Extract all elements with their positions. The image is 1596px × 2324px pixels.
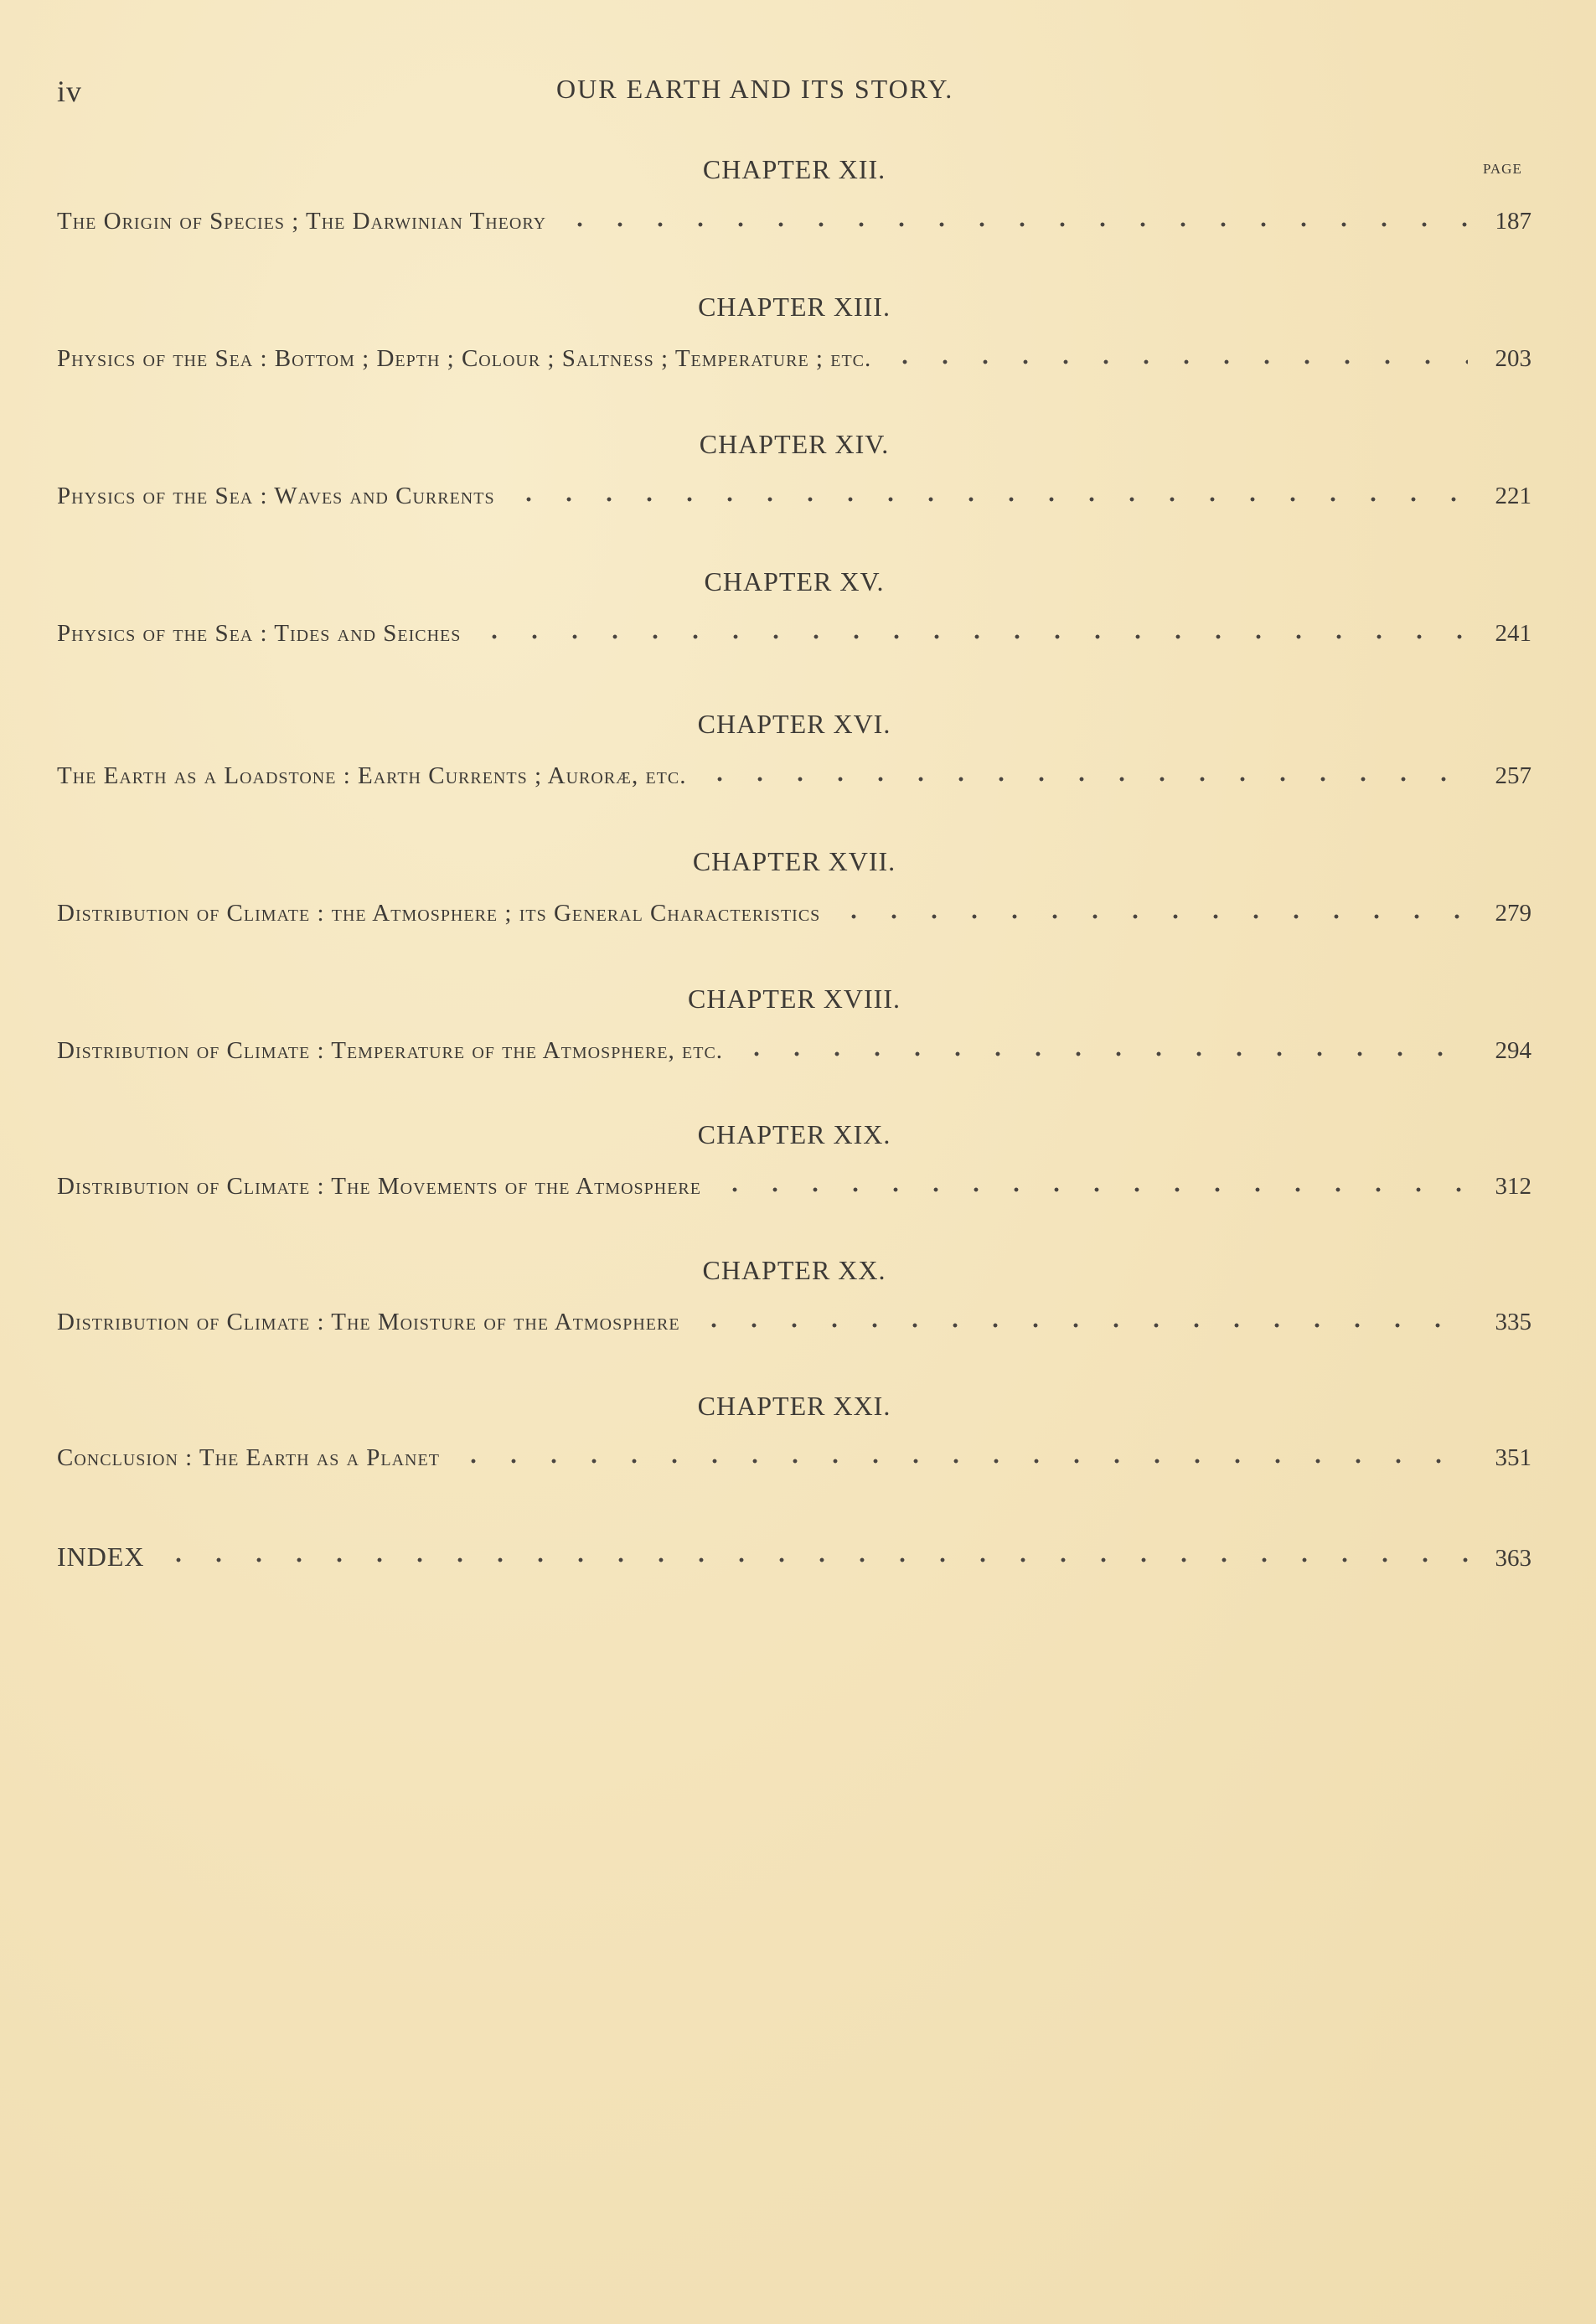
dot-leader	[736, 1046, 1468, 1062]
page-number: 279	[1495, 900, 1531, 927]
page-number: 203	[1495, 345, 1531, 372]
toc-entry	[57, 620, 1531, 653]
folio-number: iv	[57, 75, 83, 108]
page-number: 257	[1495, 762, 1531, 789]
dot-leader	[834, 908, 1468, 925]
toc-entry	[57, 483, 1531, 516]
chapter-title: The Earth as a Loadstone : Earth Currents ; Auroræ, etc.	[57, 762, 687, 789]
chapter-title: Distribution of Climate : the Atmosphere ; its General Characteristics	[57, 900, 821, 927]
chapter-title: Distribution of Climate : The Movements of the Atmosphere	[57, 1173, 701, 1200]
chapter-title: The Origin of Species ; The Darwinian Theory	[57, 208, 547, 235]
chapter-title: Conclusion : The Earth as a Planet	[57, 1444, 440, 1471]
dot-leader	[715, 1181, 1468, 1198]
chapter-heading: CHAPTER XVI.	[697, 709, 891, 739]
chapter-heading: CHAPTER XX.	[702, 1255, 886, 1285]
chapter-title: Physics of the Sea : Tides and Seiches	[57, 620, 462, 647]
index-label: INDEX	[57, 1542, 145, 1572]
dot-leader	[560, 216, 1468, 233]
page-number: 187	[1495, 208, 1531, 235]
chapter-heading: CHAPTER XIII.	[698, 292, 891, 322]
toc-entry	[57, 1037, 1531, 1071]
dot-leader	[694, 1317, 1468, 1334]
dot-leader	[474, 628, 1468, 645]
dot-leader	[700, 771, 1468, 788]
chapter-title: Distribution of Climate : Temperature of the Atmosphere, etc.	[57, 1037, 724, 1064]
chapter-heading: CHAPTER XIV.	[699, 429, 890, 459]
dot-leader	[158, 1552, 1468, 1568]
dot-leader	[453, 1453, 1468, 1469]
toc-entry	[57, 762, 1531, 796]
dot-leader	[509, 491, 1468, 508]
chapter-title: Physics of the Sea : Waves and Currents	[57, 483, 495, 509]
toc-entry	[57, 208, 1531, 241]
running-head	[0, 74, 1596, 112]
toc-entry	[57, 1444, 1531, 1478]
chapter-title: Physics of the Sea : Bottom ; Depth ; Colour ; Saltness ; Temperature ; etc.	[57, 345, 872, 372]
toc-index-entry	[57, 1542, 1531, 1578]
chapter-heading: CHAPTER XIX.	[697, 1119, 891, 1149]
chapter-heading: CHAPTER XXI.	[697, 1391, 891, 1421]
chapter-heading: CHAPTER XVII.	[692, 846, 896, 876]
page-column-label: PAGE	[1483, 161, 1522, 177]
chapter-heading: CHAPTER XV.	[704, 566, 885, 596]
page-number: 335	[1495, 1309, 1531, 1335]
toc-entry	[57, 345, 1531, 379]
dot-leader	[885, 354, 1468, 370]
page-number: 351	[1495, 1444, 1531, 1471]
page-number: 294	[1495, 1037, 1531, 1064]
toc-entry	[57, 1309, 1531, 1342]
toc-entry	[57, 1173, 1531, 1206]
chapter-heading: CHAPTER XVIII.	[688, 984, 901, 1014]
page-number: 221	[1495, 483, 1531, 509]
page-number: 312	[1495, 1173, 1531, 1200]
chapter-title: Distribution of Climate : The Moisture of the Atmosphere	[57, 1309, 680, 1335]
book-title: OUR EARTH AND ITS STORY.	[556, 74, 954, 104]
page-number: 363	[1495, 1545, 1531, 1572]
page-number: 241	[1495, 620, 1531, 647]
toc-entry	[57, 900, 1531, 933]
chapter-heading: CHAPTER XII.	[702, 154, 886, 184]
